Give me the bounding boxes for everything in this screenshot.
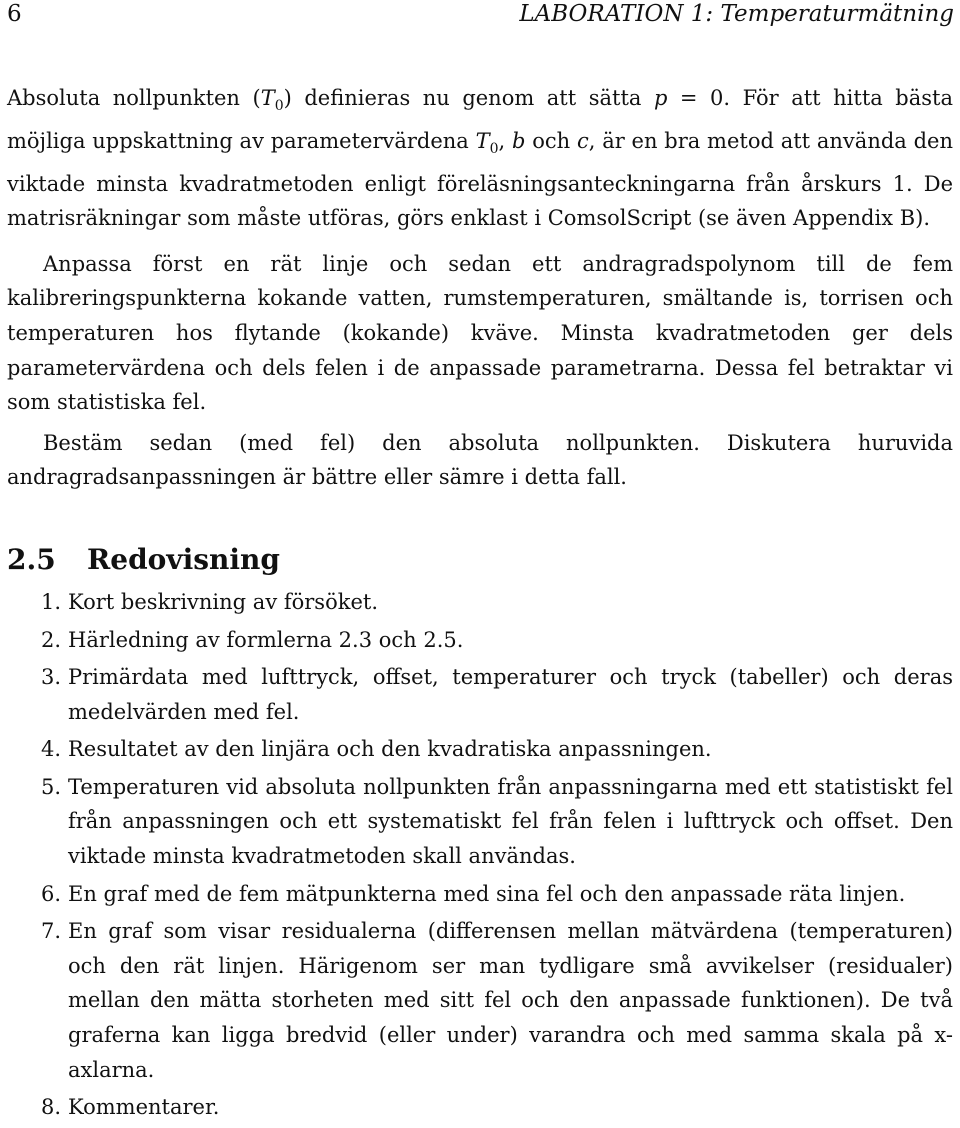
report-requirements-list [7,585,953,1125]
running-title: LABORATION 1: Temperaturmätning [519,1,954,27]
paragraph-absolute-zero: Absoluta nollpunkten $(T_0)$ definieras nu genom att sätta p = 0. För att hitta bästa möjliga uppskattning av parametervärdena $T_0$, b och c, är en bra metod att använda den viktade minsta kvadratmetoden enligt föreläsningsanteckningarna från årskurs 1. De matrisräkningar som måste utföras, görs enklast i ComsolScript (se även Appendix B). [7,86,953,231]
list-item: 4. Resultatet av den linjära och den kvadratiska anpassningen. [40,737,712,762]
list-item: 5. Temperaturen vid absoluta nollpunkten från anpassningarna med ett statistiskt fel från anpassningen och ett systematiskt fel från felen i lufttryck och offset. Den viktade minsta kvadratmetoden skall användas. [40,774,953,869]
page-number: 6 [7,1,22,27]
math-t0: $T_0$ [260,86,284,115]
section-heading [7,543,953,577]
section-title: Redovisning [87,542,280,576]
list-item: 7. En graf som visar residualerna (differensen mellan mätvärdena (temperaturen) och den rät linjen. Härigenom ser man tydligare små avvikelser (residualer) mellan den mätta storheten med sitt fel och den anpassade funktionen). De två graferna kan ligga bredvid (eller under) varandra och med samma skala på x-axlarna. [40,919,953,1082]
math-t0-second: $T_0$ [475,128,499,157]
paragraph-fit-instructions: Anpassa först en rät linje och sedan ett andragradspolynom till de fem kalibreringspunkterna kokande vatten, rumstemperaturen, smältande is, torrisen och temperaturen hos flytande (kokande) kväve. Minsta kvadratmetoden ger dels parametervärdena och dels felen i de anpassade parametrarna. Dessa fel betraktar vi som statistiska fel. [7,251,953,415]
page-header [0,0,960,30]
list-item: 3. Primärdata med lufttryck, offset, temperaturer och tryck (tabeller) och deras medelvärden med fel. [40,665,953,724]
list-item: 6. En graf med de fem mätpunkterna med sina fel och den anpassade räta linjen. [40,881,906,906]
page-content [7,81,953,1128]
list-item: 2. Härledning av formlerna 2.3 och 2.5. [40,627,464,652]
section-number: 2.5 [7,542,56,576]
math-c: c [576,128,589,153]
list-item: 1. Kort beskrivning av försöket. [40,589,378,614]
math-p: p [653,86,668,110]
list-item: 8. Kommentarer. [40,1095,220,1120]
paragraph-determine-zero: Bestäm sedan (med fel) den absoluta nollpunkten. Diskutera huruvida andragradsanpassningen är bättre eller sämre i detta fall. [7,430,953,490]
math-b: b [512,128,526,153]
